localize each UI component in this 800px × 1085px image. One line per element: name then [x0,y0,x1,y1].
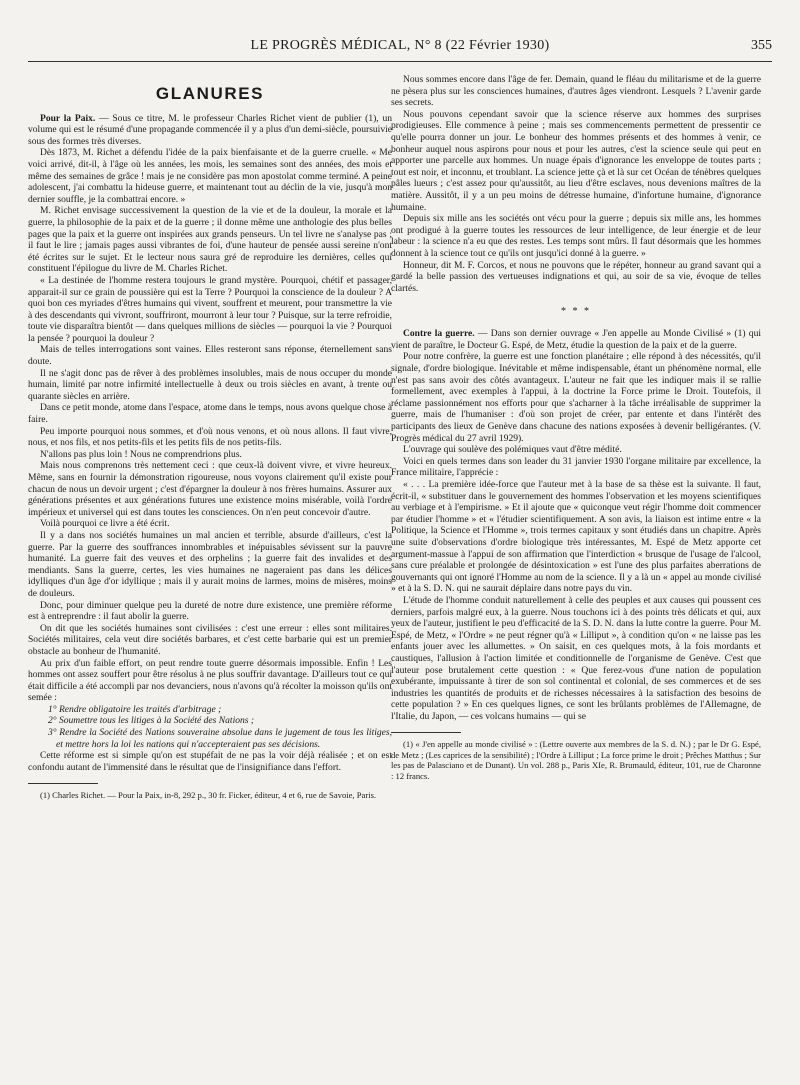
article-paragraph: Nous sommes encore dans l'âge de fer. Demain, quand le fléau du militarisme et de la guerre ne pèsera plus sur les consciences humaines, d'autres âges viendront. Lesquels ? L'avenir garde ses secrets. [391,74,761,109]
list-item: 2° Soumettre tous les litiges à la Société des Nations ; [48,715,255,727]
section-separator: * * * [561,306,591,318]
article-paragraph: Peu importe pourquoi nous sommes, et d'où nous venons, et où nous allons. Il faut vivre, nous, et nos fils, et nos petits-fils et les petits fils de nos petits-fils. [28,425,392,449]
article-runin-title: Contre la guerre. [403,328,475,340]
article-paragraph: Donc, pour diminuer quelque peu la dureté de notre dure existence, une première réforme est à entreprendre : il faut abolir la guerre. [28,599,392,623]
article-paragraph: Mais de telles interrogations sont vaines. Elles resteront sans réponse, éternellement sans doute. [28,344,392,368]
article-paragraph: L'ouvrage qui soulève des polémiques vaut d'être médité. [403,444,622,456]
article-paragraph: Depuis six mille ans les sociétés ont vécu pour la guerre ; depuis six mille ans, les hommes ont prodigué à la guerre toutes les ressources de leur intelligence, de leur énergie et de leur labeur : la science n'a eu que des restes. Les temps sont mûrs. Il faut désormais que les hommes donnent à la science tout ce qu'ils ont jusqu'ici donné à la guerre. » [391,213,761,259]
footnote-rule [28,783,98,784]
right-column [391,74,761,781]
article-paragraph: M. Richet envisage successivement la question de la vie et de la douleur, la morale et la guerre, la philosophie de la paix et de la guerre ; il donne même une anthologie des plus belles pages que la paix et la guerre ont inspirées aux grands penseurs. Un tel livre ne s'analyse pas ; il faut le lire ; jamais pages aussi vibrantes de foi, d'une hauteur de pensée aussi sereine n'ont été écrites sur le sujet. Et le lecteur nous saura gré de reproduire les dernières, celles qui constituent l'épilogue du livre de M. Charles Richet. [28,205,392,275]
left-column [28,84,392,801]
article-paragraph: Honneur, dit M. F. Corcos, et nous ne pouvons que le répéter, honneur au grand savant qui a gardé la belle passion des vertueuses indignations et qui, au soir de sa vie, évoque de telles clartés. [391,259,761,294]
footnote-rule [391,732,461,733]
article-paragraph: On dit que les sociétés humaines sont civilisées : c'est une erreur : elles sont militaires. Sociétés militaires, cela veut dire sociétés barbares, et c'est cette barbarie qui est un premier obstacle au bonheur de l'humanité. [28,622,392,657]
article-paragraph: Dans ce petit monde, atome dans l'espace, atome dans le temps, nous avons quelque chose à faire. [28,402,392,426]
footnote: (1) Charles Richet. — Pour la Paix, in-8, 292 p., 30 fr. Ficker, éditeur, 4 et 6, rue de Savoie, Paris. [40,790,377,801]
article-paragraph: « La destinée de l'homme restera toujours le grand mystère. Pourquoi, chétif et passager, apparait-il sur ce grain de poussière qui est la Terre ? Pourquoi la conscience de la douleur ? A quoi bon ces myriades d'êtres humains qui vivent, souffrent et meurent, pour transmettre la vie à des descendants qui vivront, souffriront, mourront à leur tour ? Puisque, sur la terre refroidie, toute vie disparaîtra bientôt — dans quelques millions de siècles — pourquoi la vie ? Pourquoi la pensée ? pourquoi la douleur ? [28,274,392,344]
reform-list [28,704,392,750]
article-paragraph: Il ne s'agit donc pas de rêver à des problèmes insolubles, mais de nous occuper du monde humain, limité par notre infirmité intellectuelle à deux ou trois siècles en avant, à trente ou quarante siècles en arrière. [28,367,392,402]
section-title: GLANURES [155,84,265,103]
footnote: (1) « J'en appelle au monde civilisé » : (Lettre ouverte aux membres de la S. d. N.) ; par le Dr G. Espé, de Metz ; (Les caprices de la sensibilité) ; l'Ordre à Lilliput ; La force prime le droit ; Prêches Matthus ; Sur les pas de Palasciano et de Dunant). Un vol. 288 p., Paris XIe, R. Brumauld, éditeur, 101, rue de Charonne : 12 francs. [391,739,762,781]
article-paragraph: Voilà pourquoi ce livre a été écrit. [40,518,170,530]
article-paragraph: N'allons pas plus loin ! Nous ne comprendrions plus. [40,448,242,460]
list-item: 3° Rendre la Société des Nations souveraine absolue dans le jugement de tous les litiges, et mettre hors la loi les nations qui n'accepteraient pas ses décisions. [48,727,392,750]
article-paragraph: Dès 1873, M. Richet a défendu l'idée de la paix bienfaisante et de la guerre cruelle. « Me voici arrivé, dit-il, à l'âge où les années, les mois, les semaines sont des années, des mois et même des semaines de grâce ! mais je ne considère pas mon apostolat comme terminé. A peine adolescent, j'ai combattu la hideuse guerre, et maintenant tout au déclin de la vie, jusqu'à mon dernier souffle, je la combattrai encore. » [28,147,392,205]
running-header [28,38,772,58]
header-rule [28,61,772,62]
article-paragraph: L'étude de l'homme conduit naturellement à celle des peuples et aux causes qui poussent ces derniers, parfois malgré eux, à la guerre. Nous touchons ici à des points très délicats et qui, aux yeux de l'auteur, justifient le peu d'efficacité de la S. D. N. dans la lutte contre la guerre. Pour M. Espé, de Metz, « l'Ordre » ne peut régner qu'à « Lilliput », à condition qu'on « ne laisse pas les enfants jouer avec les allumettes. » On saisit, en ces quelques mots, à la fois mordants et caustiques, l'allusion à l'action limitée et conditionnelle de l'organisme de Genève. C'est que l'auteur pose brutalement cette question : « Que ferez-vous d'une nation de population exubérante, impuissante à tirer de son sol continental et colonial, de ses commerces et de ses industries les quantités de produits et de richesses nécessaires à la satisfaction des besoins de cette population ? » En ces quelques lignes, ce sont les brûlants problèmes de l'Allemagne, de l'Italie, du Japon, — ces volcans humains — qui se [391,594,761,722]
running-title: LE PROGRÈS MÉDICAL, N° 8 (22 Février 1930) [250,38,550,53]
article-paragraph: Cette réforme est si simple qu'on est stupéfait de ne pas la voir déjà réalisée ; et on est confondu autant de l'immensité dans le résultat que de l'insignifiance dans l'effort. [28,750,392,773]
article-runin-title: Pour la Paix. [40,112,96,124]
article-paragraph: Pour notre confrère, la guerre est une fonction planétaire ; elle répond à des nécessités, qu'il signale, d'ordre biologique. Inévitable et même indispensable, étant un phénomène normal, elle n'est pas sans avoir des côtés avantageux. L'auteur ne fait que les indiquer mais il se rallie formellement, avec exemples à l'appui, à la doctrine la Force prime le Droit. Toutefois, il réclame passionnément nos efforts pour que s'acharner à la tâche irréalisable de supprimer la guerre, mais de l'humaniser : d'où son projet de créer, par entente et dans l'intérêt des participants des lieux de Genève dans chacune des nations exposées à devenir belligérantes. (V. Progrès médical du 27 avril 1929). [391,351,761,444]
article-paragraph: Mais nous comprenons très nettement ceci : que ceux-là doivent vivre, et vivre heureux. Même, sans en fournir la démonstration rigoureuse, nous voyons clairement qu'il existe pour chacun de nous un devoir urgent ; c'est d'épargner la douleur à nos frères humains. Assurer aux générations présentes et aux générations futures une existence moins misérable, voilà l'ordre impérieux et universel qui est dans toutes les consciences. On n'en peut concevoir d'autre. [28,460,392,518]
article-paragraph: Il y a dans nos sociétés humaines un mal ancien et terrible, absurde d'ailleurs, c'est la guerre. Par la guerre des souffrances innombrables et inépuisables sévissent sur la pauvre humanité. La guerre fait des veuves et des orphelins ; la guerre fait des invalides et des mendiants. Sans la guerre, certes, les vies humaines ne nageraient pas dans les délices idylliques d'un âge d'or idyllique ; mais il y aurait moins de larmes, moins de misères, moins de douleurs. [28,529,392,599]
article-paragraph: Voici en quels termes dans son leader du 31 janvier 1930 l'organe militaire par excellence, la France militaire, l'apprécie : [391,455,761,479]
article-paragraph: Au prix d'un faible effort, on peut rendre toute guerre désormais impossible. Enfin ! Les hommes ont assez souffert pour être résolus à ne plus souffrir davantage. D'ailleurs tout ce qui était difficile a été accompli par nos devanciers, nous n'avons qu'à récolter la moisson qu'ils ont semée : [28,657,392,704]
article-paragraph: Pour la Paix. — Sous ce titre, M. le professeur Charles Richet vient de publier (1), un volume qui est le résumé d'une propagande commencée il y a plus d'un demi-siècle, poursuivie sous des formes très diverses. [28,112,392,147]
article-paragraph: « . . . La première idée-force que l'auteur met à la base de sa thèse est la suivante. Il faut, écrit-il, « substituer dans le gouvernement des hommes l'observation et les moyens scientifiques au verbiage et à l'empirisme. » Et il ajoute que « quiconque veut régir l'homme doit commencer par étudier l'homme » et « l'étudier scientifiquement. A son avis, la liaison est intime entre « la Politique, la Science et l'Homme », trois termes capitaux y sont étudiés dans un chapitre. Après une suite d'observations d'ordre biologique très intéressantes, M. Espé de Metz apporte cet argument-massue à l'appui de son affirmation que l'interdiction « brusque de l'usage de l'alcool, sans cure préalable et prolongée de désintoxication » est l'une des plus parfaites aberrations de gouvernants qui ont ignoré l'Homme au nom de la science. Il y a là un « appel au monde civilisé » et à la S. D. N. qui ne saurait déplaire dans notre pays du vin. [391,479,761,595]
article-paragraph: Contre la guerre. — Dans son dernier ouvrage « J'en appelle au Monde Civilisé » (1) qui vient de paraître, le Docteur G. Espé, de Metz, étudie la question de la paix et de la guerre. [391,328,761,351]
list-item: 1° Rendre obligatoire les traités d'arbitrage ; [48,703,222,715]
page-number: 355 [751,38,772,53]
article-paragraph: Nous pouvons cependant savoir que la science réserve aux hommes des surprises prodigieuses. Elle commence à peine ; mais ses commencements permettent de pressentir ce qu'elle pourra donner un jour. Le bonheur des hommes présents et des hommes à venir, ce bonheur auquel nous aspirons pour nous et pour les autres, c'est la science seule qui peut en apporter une parcelle aux hommes. Un nuage épais d'ignorance les enveloppe de toutes parts ; tout est noir, et inconnu, et troublant. La science jette çà et là sur cet Océan de ténèbres quelques pâles lueurs ; c'est assez pour qu'aussitôt, au lieu d'être esclaves, nous devenions maîtres de la matière. Aussitôt, il y a un peu moins de détresse humaine, d'infortune humaine, d'ignorance humaine. [391,108,761,213]
